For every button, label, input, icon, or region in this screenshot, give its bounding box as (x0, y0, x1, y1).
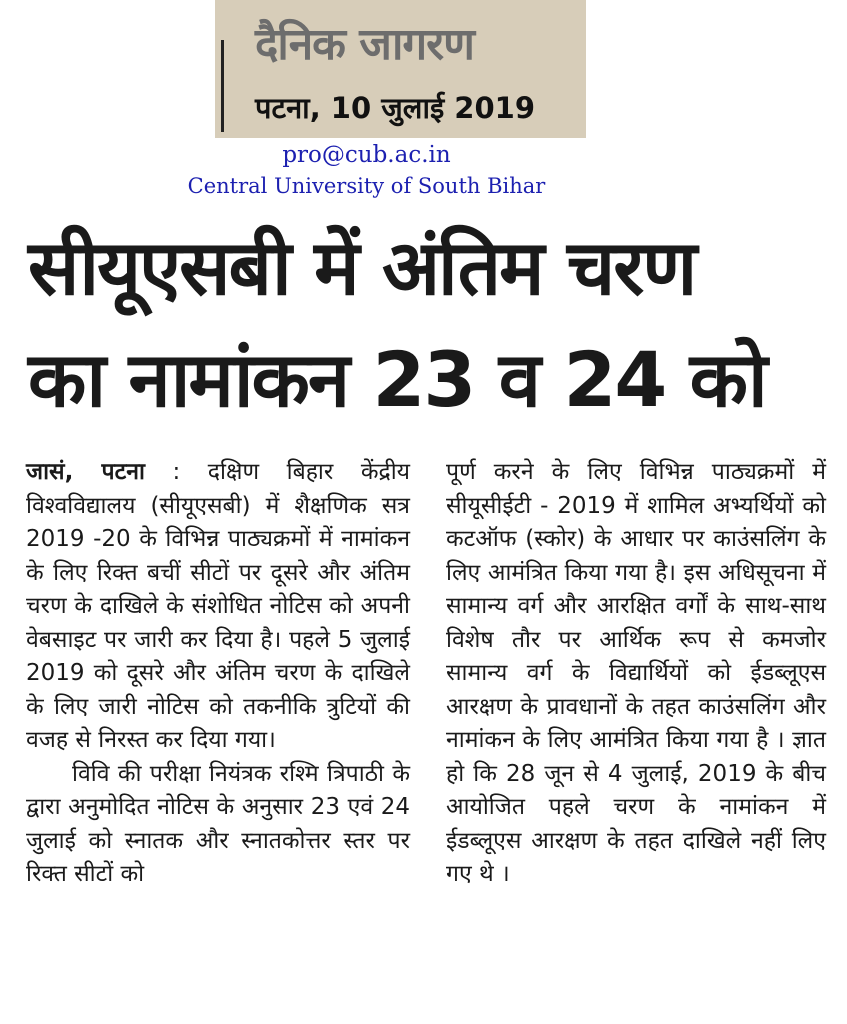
contact-email: pro@cub.ac.in (282, 142, 451, 168)
headline-line-1: सीयूएसबी में अंतिम चरण (28, 223, 696, 312)
byline: जासं, पटना (26, 459, 145, 485)
headline-line-2: का नामांकन 23 व 24 को (28, 335, 766, 424)
organization-name: Central University of South Bihar (187, 174, 546, 198)
newspaper-masthead (215, 0, 586, 138)
paragraph-1-text: : दक्षिण बिहार केंद्रीय विश्वविद्यालय (सीयूएसबी) में शैक्षणिक सत्र 2019 -20 के विभिन्न पाठ्यक्रमों में नामांकन के लिए रिक्त बचीं सीटों पर दूसरे और अंतिम चरण के दाखिले के संशोधित नोटिस को अपनी वेबसाइट पर जारी कर दिया है। पहले 5 जुलाई 2019 को दूसरे और अंतिम चरण के दाखिले के लिए जारी नोटिस को तकनीकि त्रुटियों की वजह से निरस्त कर दिया गया। (26, 459, 410, 753)
masthead-rule (221, 40, 224, 132)
article-paragraph (26, 456, 410, 758)
article-column-left (26, 456, 410, 892)
headline (28, 212, 828, 436)
article-paragraph: विवि की परीक्षा नियंत्रक रश्मि त्रिपाठी के द्वारा अनुमोदित नोटिस के अनुसार 23 एवं 24 जुलाई को स्नातक और स्नातकोत्तर स्तर पर रिक्त सीटों को (26, 760, 410, 887)
article-column-right (446, 456, 826, 892)
newspaper-name: दैनिक जागरण (255, 19, 474, 70)
article-paragraph: पूर्ण करने के लिए विभिन्न पाठ्यक्रमों में सीयूसीईटी - 2019 में शामिल अभ्यर्थियों को कटऑफ (स्कोर) के आधार पर काउंसलिंग के लिए आमंत्रित किया गया है। इस अधिसूचना में सामान्य वर्ग और आरक्षित वर्गों के साथ-साथ विशेष तौर पर आर्थिक रूप से कमजोर सामान्य वर्ग के विद्यार्थियों को ईडब्लूएस आरक्षण के प्रावधानों के तहत काउंसलिंग और नामांकन के लिए आमंत्रित किया गया है । ज्ञात हो कि 28 जून से 4 जुलाई, 2019 के बीच आयोजित पहले चरण के नामांकन में ईडब्लूएस आरक्षण के तहत दाखिले नहीं लिए गए थे । (446, 459, 826, 887)
dateline: पटना, 10 जुलाई 2019 (255, 91, 535, 125)
